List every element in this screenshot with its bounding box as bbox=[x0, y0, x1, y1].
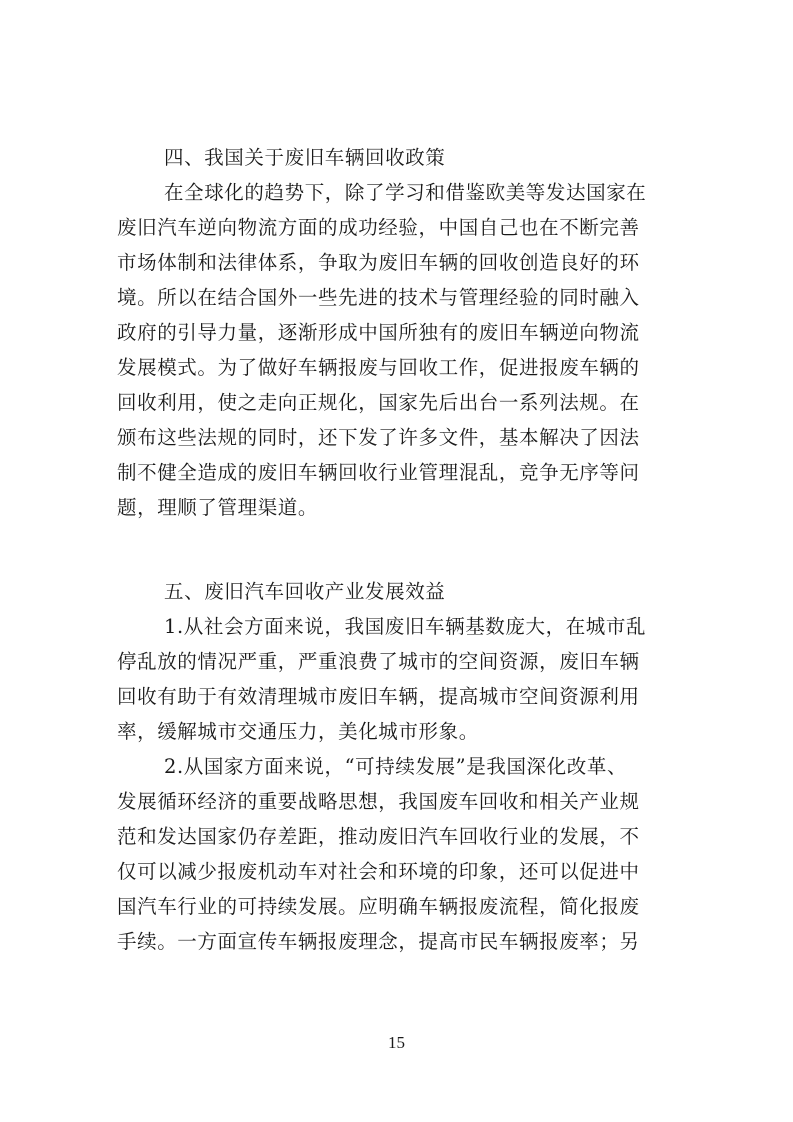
section-5-para-2-line: 国汽车行业的可持续发展。应明确车辆报废流程，简化报废 bbox=[117, 895, 640, 918]
section-4-line: 在全球化的趋势下，除了学习和借鉴欧美等发达国家在 bbox=[164, 181, 647, 204]
section-5-para-1-line: 1.从社会方面来说，我国废旧车辆基数庞大，在城市乱 bbox=[164, 615, 647, 638]
section-5-heading: 五、废旧汽车回收产业发展效益 bbox=[164, 580, 446, 603]
section-4-line: 政府的引导力量，逐渐形成中国所独有的废旧车辆逆向物流 bbox=[117, 321, 640, 344]
section-5-para-1-line: 回收有助于有效清理城市废旧车辆，提高城市空间资源利用 bbox=[117, 685, 640, 708]
section-4-line: 题，理顺了管理渠道。 bbox=[117, 496, 319, 519]
section-5-para-2-line: 手续。一方面宣传车辆报废理念，提高市民车辆报废率；另 bbox=[117, 930, 640, 953]
section-5-para-1-line: 停乱放的情况严重，严重浪费了城市的空间资源，废旧车辆 bbox=[117, 650, 640, 673]
section-4-line: 废旧汽车逆向物流方面的成功经验，中国自己也在不断完善 bbox=[117, 216, 640, 239]
section-5-para-2-line: 发展循环经济的重要战略思想，我国废车回收和相关产业规 bbox=[117, 790, 640, 813]
section-4-line: 颁布这些法规的同时，还下发了许多文件，基本解决了因法 bbox=[117, 426, 640, 449]
section-5-para-2-line: 范和发达国家仍存差距，推动废旧汽车回收行业的发展，不 bbox=[117, 825, 640, 848]
page-number: 15 bbox=[388, 1033, 405, 1052]
section-5-para-2-line: 仅可以减少报废机动车对社会和环境的印象，还可以促进中 bbox=[117, 860, 640, 883]
section-5-para-2-line: 2.从国家方面来说，“可持续发展”是我国深化改革、 bbox=[164, 755, 628, 778]
section-4-line: 境。所以在结合国外一些先进的技术与管理经验的同时融入 bbox=[117, 286, 640, 309]
section-4-line: 发展模式。为了做好车辆报废与回收工作，促进报废车辆的 bbox=[117, 356, 640, 379]
section-4-line: 回收利用，使之走向正规化，国家先后出台一系列法规。在 bbox=[117, 391, 640, 414]
section-4-line: 制不健全造成的废旧车辆回收行业管理混乱，竞争无序等问 bbox=[117, 461, 640, 484]
section-5-para-1-line: 率，缓解城市交通压力，美化城市形象。 bbox=[117, 720, 479, 743]
section-4-line: 市场体制和法律体系，争取为废旧车辆的回收创造良好的环 bbox=[117, 251, 640, 274]
section-4-heading: 四、我国关于废旧车辆回收政策 bbox=[164, 146, 446, 169]
